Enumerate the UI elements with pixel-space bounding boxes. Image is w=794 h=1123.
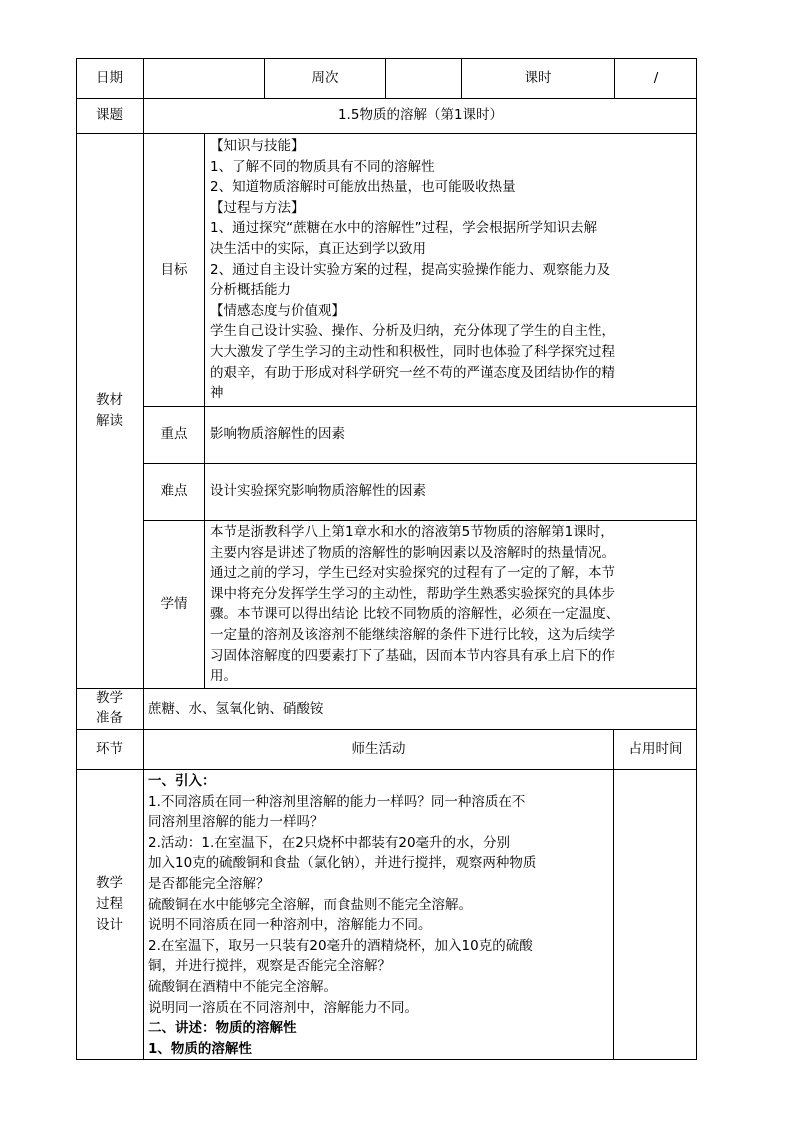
stage-header: 环节 bbox=[96, 741, 123, 757]
goals-line: 1、通过探究“蔗糖在水中的溶解性”过程，学会根据所学知识去解 bbox=[210, 220, 598, 237]
topic-title: 1.5物质的溶解（第1课时） bbox=[337, 107, 504, 123]
learning-line: 习固体溶解度的四要素打下了基础，因而本节内容具有承上启下的作 bbox=[210, 647, 615, 664]
goals-label: 目标 bbox=[160, 262, 188, 278]
key-point-label: 重点 bbox=[160, 426, 188, 442]
learning-line: 用。 bbox=[210, 668, 237, 685]
learning-content bbox=[210, 522, 619, 687]
learning-line: 课中将充分发挥学生学习的主动性，帮助学生熟悉实验探究的具体步 bbox=[210, 585, 615, 602]
goals-line: 的艰辛，有助于形成对科学研究一丝不苟的严谨态度及团结协作的精 bbox=[210, 364, 615, 381]
design-line: 1、物质的溶解性 bbox=[148, 1040, 252, 1057]
learning-line: 通过之前的学习，学生已经对实验探究的过程有了一定的了解，本节 bbox=[210, 565, 615, 582]
design-content bbox=[148, 771, 536, 1059]
design-line: 2.在室温下，取另一只装有20毫升的酒精烧杯，加入10克的硫酸 bbox=[148, 937, 533, 954]
design-line: 2.活动：1.在室温下，在2只烧杯中都装有20毫升的水，分别 bbox=[148, 834, 511, 851]
key-point-value: 影响物质溶解性的因素 bbox=[210, 426, 345, 442]
preparation-label-1: 教学 bbox=[96, 690, 123, 706]
goals-line: 【情感态度与价值观】 bbox=[210, 302, 345, 319]
topic-label: 课题 bbox=[96, 107, 123, 123]
goals-line: 决生活中的实际，真正达到学以致用 bbox=[210, 240, 426, 257]
goals-line: 【知识与技能】 bbox=[210, 138, 305, 154]
learning-line: 骤。本节课可以得出结论 比较不同物质的溶解性，必须在一定温度、 bbox=[210, 606, 620, 623]
activity-header: 师生活动 bbox=[351, 741, 406, 757]
material-group-label-2: 解读 bbox=[96, 413, 123, 429]
week-label: 周次 bbox=[311, 70, 339, 86]
difficulty-label: 难点 bbox=[160, 483, 188, 499]
date-label: 日期 bbox=[96, 70, 123, 86]
learning-line: 主要内容是讲述了物质的溶解性的影响因素以及溶解时的热量情况。 bbox=[210, 544, 615, 561]
design-line: 二、讲述：物质的溶解性 bbox=[148, 1020, 297, 1037]
learning-line: 本节是浙教科学八上第1章水和水的溶液第5节物质的溶解第1课时， bbox=[210, 524, 614, 540]
design-label-3: 设计 bbox=[96, 917, 123, 933]
design-line: 说明同一溶质在不同溶剂中，溶解能力不同。 bbox=[148, 999, 418, 1016]
difficulty-value: 设计实验探究影响物质溶解性的因素 bbox=[210, 483, 426, 499]
design-line: 硫酸铜在酒精中不能完全溶解。 bbox=[148, 978, 337, 995]
design-label-2: 过程 bbox=[96, 896, 123, 912]
design-line: 铜，并进行搅拌，观察是否能完全溶解？ bbox=[148, 958, 391, 975]
learning-line: 一定量的溶剂及该溶剂不能继续溶解的条件下进行比较，这为后续学 bbox=[210, 626, 615, 643]
design-label-1: 教学 bbox=[96, 875, 123, 891]
preparation-value: 蔗糖、水、氢氧化钠、硝酸铵 bbox=[148, 701, 324, 717]
goals-line: 神 bbox=[210, 385, 224, 402]
period-value: / bbox=[653, 70, 659, 86]
design-line: 是否都能完全溶解？ bbox=[148, 875, 270, 892]
goals-line: 学生自己设计实验、操作、分析及归纳，充分体现了学生的自主性， bbox=[210, 323, 615, 340]
goals-line: 大大激发了学生学习的主动性和积极性，同时也体验了科学探究过程 bbox=[210, 343, 615, 360]
period-label: 课时 bbox=[524, 70, 552, 86]
goals-line: 2、通过自主设计实验方案的过程，提高实验操作能力、观察能力及 bbox=[210, 261, 611, 278]
design-line: 一、引入： bbox=[148, 773, 216, 789]
learning-label: 学情 bbox=[160, 596, 188, 612]
goals-line: 2、知道物质溶解时可能放出热量，也可能吸收热量 bbox=[210, 179, 516, 196]
goals-content bbox=[210, 136, 615, 404]
material-group-label-1: 教材 bbox=[96, 392, 123, 408]
preparation-label-2: 准备 bbox=[96, 710, 123, 726]
time-header: 占用时间 bbox=[628, 741, 683, 757]
design-line: 说明不同溶质在同一种溶剂中，溶解能力不同。 bbox=[148, 917, 432, 934]
design-line: 加入10克的硫酸铜和食盐（氯化钠），并进行搅拌，观察两种物质 bbox=[148, 855, 537, 872]
design-line: 硫酸铜在水中能够完全溶解，而食盐则不能完全溶解。 bbox=[148, 896, 472, 913]
goals-line: 1、了解不同的物质具有不同的溶解性 bbox=[210, 158, 435, 175]
goals-line: 【过程与方法】 bbox=[210, 199, 305, 216]
design-line: 1.不同溶质在同一种溶剂里溶解的能力一样吗？同一种溶质在不 bbox=[148, 793, 526, 810]
goals-line: 分析概括能力 bbox=[210, 282, 291, 299]
design-line: 同溶剂里溶解的能力一样吗？ bbox=[148, 814, 324, 831]
